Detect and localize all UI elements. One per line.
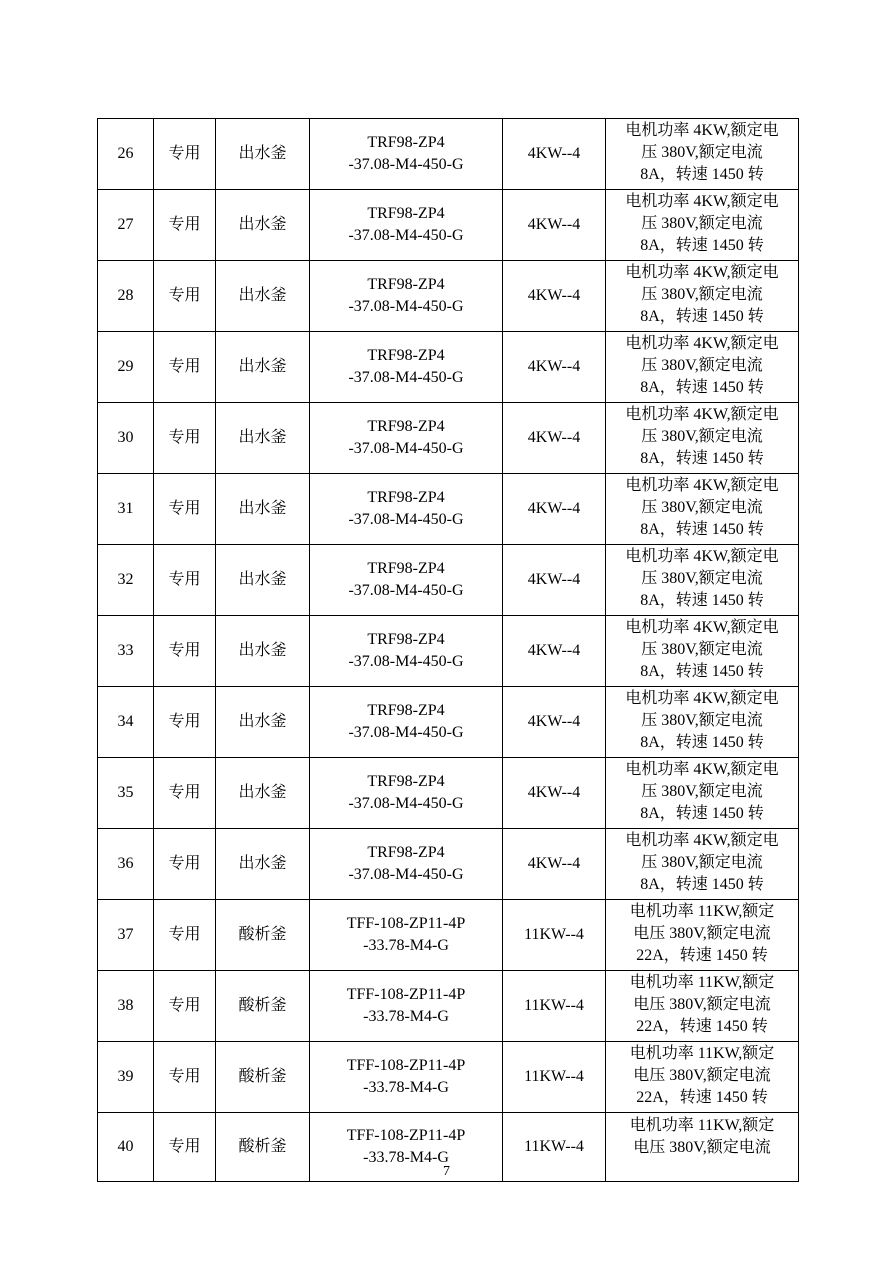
model-line: -33.78-M4-G xyxy=(363,1149,449,1166)
table-row xyxy=(98,616,799,687)
equipment-name: 出水釜 xyxy=(216,332,310,403)
equipment-name: 出水釜 xyxy=(216,474,310,545)
power-cell: 4KW--4 xyxy=(503,474,606,545)
row-number: 37 xyxy=(98,900,154,971)
model-line: TRF98-ZP4 xyxy=(367,489,445,506)
motor-spec-line: 电机功率 4KW,额定电 xyxy=(625,477,779,494)
model-cell xyxy=(310,474,503,545)
row-number: 30 xyxy=(98,403,154,474)
motor-spec-line: 电机功率 11KW,额定 xyxy=(629,1045,775,1062)
power-cell: 4KW--4 xyxy=(503,119,606,190)
table-row xyxy=(98,900,799,971)
usage-cell: 专用 xyxy=(154,971,216,1042)
motor-spec-line: 8A，转速 1450 转 xyxy=(640,379,764,396)
row-number: 28 xyxy=(98,261,154,332)
usage-cell: 专用 xyxy=(154,900,216,971)
model-cell xyxy=(310,261,503,332)
motor-spec-line: 8A，转速 1450 转 xyxy=(640,805,764,822)
motor-spec-line: 电机功率 11KW,额定 xyxy=(629,1117,775,1134)
motor-spec-line: 压 380V,额定电流 xyxy=(641,570,763,587)
power-cell: 4KW--4 xyxy=(503,545,606,616)
model-line: TFF-108-ZP11-4P xyxy=(346,1057,466,1074)
power-cell: 11KW--4 xyxy=(503,900,606,971)
model-line: -37.08-M4-450-G xyxy=(348,369,464,386)
table-row xyxy=(98,332,799,403)
model-line: -37.08-M4-450-G xyxy=(348,298,464,315)
motor-spec-line: 22A，转速 1450 转 xyxy=(636,1018,768,1035)
model-line: -37.08-M4-450-G xyxy=(348,582,464,599)
motor-spec-line: 8A，转速 1450 转 xyxy=(640,237,764,254)
motor-spec-line: 压 380V,额定电流 xyxy=(641,428,763,445)
motor-spec-cell xyxy=(606,900,799,971)
equipment-name: 出水釜 xyxy=(216,261,310,332)
motor-spec-line: 电机功率 4KW,额定电 xyxy=(625,193,779,210)
row-number: 40 xyxy=(98,1113,154,1182)
page-number: 7 xyxy=(443,1164,450,1179)
model-cell xyxy=(310,971,503,1042)
equipment-name: 出水釜 xyxy=(216,829,310,900)
power-cell: 4KW--4 xyxy=(503,190,606,261)
table-row xyxy=(98,545,799,616)
row-number: 39 xyxy=(98,1042,154,1113)
model-line: TRF98-ZP4 xyxy=(367,702,445,719)
table-row xyxy=(98,687,799,758)
model-line: -37.08-M4-450-G xyxy=(348,440,464,457)
motor-spec-line: 电机功率 11KW,额定 xyxy=(629,974,775,991)
model-line: -33.78-M4-G xyxy=(363,937,449,954)
usage-cell: 专用 xyxy=(154,403,216,474)
usage-cell: 专用 xyxy=(154,829,216,900)
equipment-name: 出水釜 xyxy=(216,119,310,190)
row-number: 38 xyxy=(98,971,154,1042)
motor-spec-line: 电机功率 4KW,额定电 xyxy=(625,761,779,778)
row-number: 27 xyxy=(98,190,154,261)
equipment-name: 酸析釜 xyxy=(216,900,310,971)
equipment-table xyxy=(97,118,799,1182)
model-line: -37.08-M4-450-G xyxy=(348,795,464,812)
model-line: TFF-108-ZP11-4P xyxy=(346,915,466,932)
motor-spec-line: 压 380V,额定电流 xyxy=(641,712,763,729)
motor-spec-cell xyxy=(606,261,799,332)
model-line: TRF98-ZP4 xyxy=(367,205,445,222)
row-number: 26 xyxy=(98,119,154,190)
motor-spec-cell xyxy=(606,332,799,403)
motor-spec-line: 电机功率 4KW,额定电 xyxy=(625,122,779,139)
row-number: 33 xyxy=(98,616,154,687)
motor-spec-line: 压 380V,额定电流 xyxy=(641,144,763,161)
motor-spec-line: 电压 380V,额定电流 xyxy=(633,925,771,942)
table-row xyxy=(98,829,799,900)
row-number: 29 xyxy=(98,332,154,403)
power-cell: 4KW--4 xyxy=(503,403,606,474)
motor-spec-cell xyxy=(606,687,799,758)
equipment-name: 酸析釜 xyxy=(216,1113,310,1182)
equipment-name: 酸析釜 xyxy=(216,1042,310,1113)
motor-spec-cell xyxy=(606,829,799,900)
power-cell: 4KW--4 xyxy=(503,616,606,687)
table-row xyxy=(98,119,799,190)
equipment-name: 出水釜 xyxy=(216,758,310,829)
model-line: TFF-108-ZP11-4P xyxy=(346,1127,466,1144)
power-cell: 4KW--4 xyxy=(503,261,606,332)
equipment-name: 出水釜 xyxy=(216,190,310,261)
usage-cell: 专用 xyxy=(154,261,216,332)
model-cell xyxy=(310,403,503,474)
power-cell: 4KW--4 xyxy=(503,332,606,403)
table-row xyxy=(98,403,799,474)
model-line: -37.08-M4-450-G xyxy=(348,653,464,670)
motor-spec-line: 电机功率 4KW,额定电 xyxy=(625,335,779,352)
model-line: -37.08-M4-450-G xyxy=(348,866,464,883)
equipment-name: 出水釜 xyxy=(216,687,310,758)
usage-cell: 专用 xyxy=(154,758,216,829)
model-line: TRF98-ZP4 xyxy=(367,631,445,648)
motor-spec-line: 压 380V,额定电流 xyxy=(641,215,763,232)
motor-spec-cell xyxy=(606,616,799,687)
power-cell: 4KW--4 xyxy=(503,758,606,829)
model-line: -33.78-M4-G xyxy=(363,1008,449,1025)
motor-spec-line: 8A，转速 1450 转 xyxy=(640,734,764,751)
model-line: -37.08-M4-450-G xyxy=(348,227,464,244)
model-line: -33.78-M4-G xyxy=(363,1079,449,1096)
usage-cell: 专用 xyxy=(154,332,216,403)
model-cell xyxy=(310,687,503,758)
model-cell xyxy=(310,119,503,190)
motor-spec-line: 8A，转速 1450 转 xyxy=(640,876,764,893)
usage-cell: 专用 xyxy=(154,545,216,616)
motor-spec-line: 8A，转速 1450 转 xyxy=(640,450,764,467)
model-line: -37.08-M4-450-G xyxy=(348,156,464,173)
motor-spec-line: 电机功率 4KW,额定电 xyxy=(625,264,779,281)
motor-spec-line: 电机功率 4KW,额定电 xyxy=(625,619,779,636)
model-cell xyxy=(310,616,503,687)
usage-cell: 专用 xyxy=(154,687,216,758)
row-number: 34 xyxy=(98,687,154,758)
motor-spec-line: 压 380V,额定电流 xyxy=(641,499,763,516)
usage-cell: 专用 xyxy=(154,1042,216,1113)
power-cell: 11KW--4 xyxy=(503,1042,606,1113)
model-line: TRF98-ZP4 xyxy=(367,134,445,151)
power-cell: 11KW--4 xyxy=(503,971,606,1042)
motor-spec-line: 8A，转速 1450 转 xyxy=(640,521,764,538)
motor-spec-line: 电压 380V,额定电流 xyxy=(633,1139,771,1156)
equipment-name: 出水釜 xyxy=(216,545,310,616)
motor-spec-line: 电压 380V,额定电流 xyxy=(633,996,771,1013)
motor-spec-cell xyxy=(606,474,799,545)
row-number: 35 xyxy=(98,758,154,829)
usage-cell: 专用 xyxy=(154,190,216,261)
model-cell xyxy=(310,545,503,616)
model-cell xyxy=(310,900,503,971)
motor-spec-line: 压 380V,额定电流 xyxy=(641,286,763,303)
row-number: 36 xyxy=(98,829,154,900)
row-number: 32 xyxy=(98,545,154,616)
motor-spec-line: 电机功率 4KW,额定电 xyxy=(625,406,779,423)
equipment-name: 出水釜 xyxy=(216,403,310,474)
motor-spec-line: 压 380V,额定电流 xyxy=(641,783,763,800)
table-row xyxy=(98,190,799,261)
motor-spec-line: 电机功率 4KW,额定电 xyxy=(625,832,779,849)
motor-spec-cell xyxy=(606,190,799,261)
model-cell xyxy=(310,190,503,261)
model-line: -37.08-M4-450-G xyxy=(348,724,464,741)
motor-spec-cell xyxy=(606,119,799,190)
motor-spec-line: 22A，转速 1450 转 xyxy=(636,1089,768,1106)
motor-spec-line: 压 380V,额定电流 xyxy=(641,357,763,374)
model-line: TRF98-ZP4 xyxy=(367,347,445,364)
motor-spec-line: 电压 380V,额定电流 xyxy=(633,1067,771,1084)
model-line: TRF98-ZP4 xyxy=(367,844,445,861)
motor-spec-line: 电机功率 11KW,额定 xyxy=(629,903,775,920)
model-cell xyxy=(310,758,503,829)
equipment-table-body xyxy=(98,119,799,1182)
model-cell xyxy=(310,332,503,403)
table-row xyxy=(98,261,799,332)
model-line: TRF98-ZP4 xyxy=(367,773,445,790)
power-cell: 4KW--4 xyxy=(503,687,606,758)
power-cell: 11KW--4 xyxy=(503,1113,606,1182)
motor-spec-cell xyxy=(606,1042,799,1113)
model-line: TRF98-ZP4 xyxy=(367,276,445,293)
usage-cell: 专用 xyxy=(154,474,216,545)
motor-spec-line: 压 380V,额定电流 xyxy=(641,854,763,871)
motor-spec-line: 22A，转速 1450 转 xyxy=(636,947,768,964)
motor-spec-line: 8A，转速 1450 转 xyxy=(640,592,764,609)
motor-spec-cell xyxy=(606,403,799,474)
usage-cell: 专用 xyxy=(154,119,216,190)
motor-spec-line: 压 380V,额定电流 xyxy=(641,641,763,658)
model-line: TRF98-ZP4 xyxy=(367,418,445,435)
model-line: TRF98-ZP4 xyxy=(367,560,445,577)
motor-spec-cell xyxy=(606,971,799,1042)
motor-spec-line: 电机功率 4KW,额定电 xyxy=(625,690,779,707)
table-row xyxy=(98,758,799,829)
usage-cell: 专用 xyxy=(154,616,216,687)
model-line: -37.08-M4-450-G xyxy=(348,511,464,528)
equipment-name: 酸析釜 xyxy=(216,971,310,1042)
motor-spec-cell xyxy=(606,758,799,829)
motor-spec-line: 电机功率 4KW,额定电 xyxy=(625,548,779,565)
motor-spec-line: 8A，转速 1450 转 xyxy=(640,166,764,183)
power-cell: 4KW--4 xyxy=(503,829,606,900)
model-cell xyxy=(310,1042,503,1113)
motor-spec-line: 8A，转速 1450 转 xyxy=(640,663,764,680)
motor-spec-line: 8A，转速 1450 转 xyxy=(640,308,764,325)
table-row xyxy=(98,971,799,1042)
model-cell xyxy=(310,829,503,900)
table-row xyxy=(98,474,799,545)
model-line: TFF-108-ZP11-4P xyxy=(346,986,466,1003)
table-row xyxy=(98,1042,799,1113)
motor-spec-cell xyxy=(606,545,799,616)
equipment-name: 出水釜 xyxy=(216,616,310,687)
usage-cell: 专用 xyxy=(154,1113,216,1182)
row-number: 31 xyxy=(98,474,154,545)
